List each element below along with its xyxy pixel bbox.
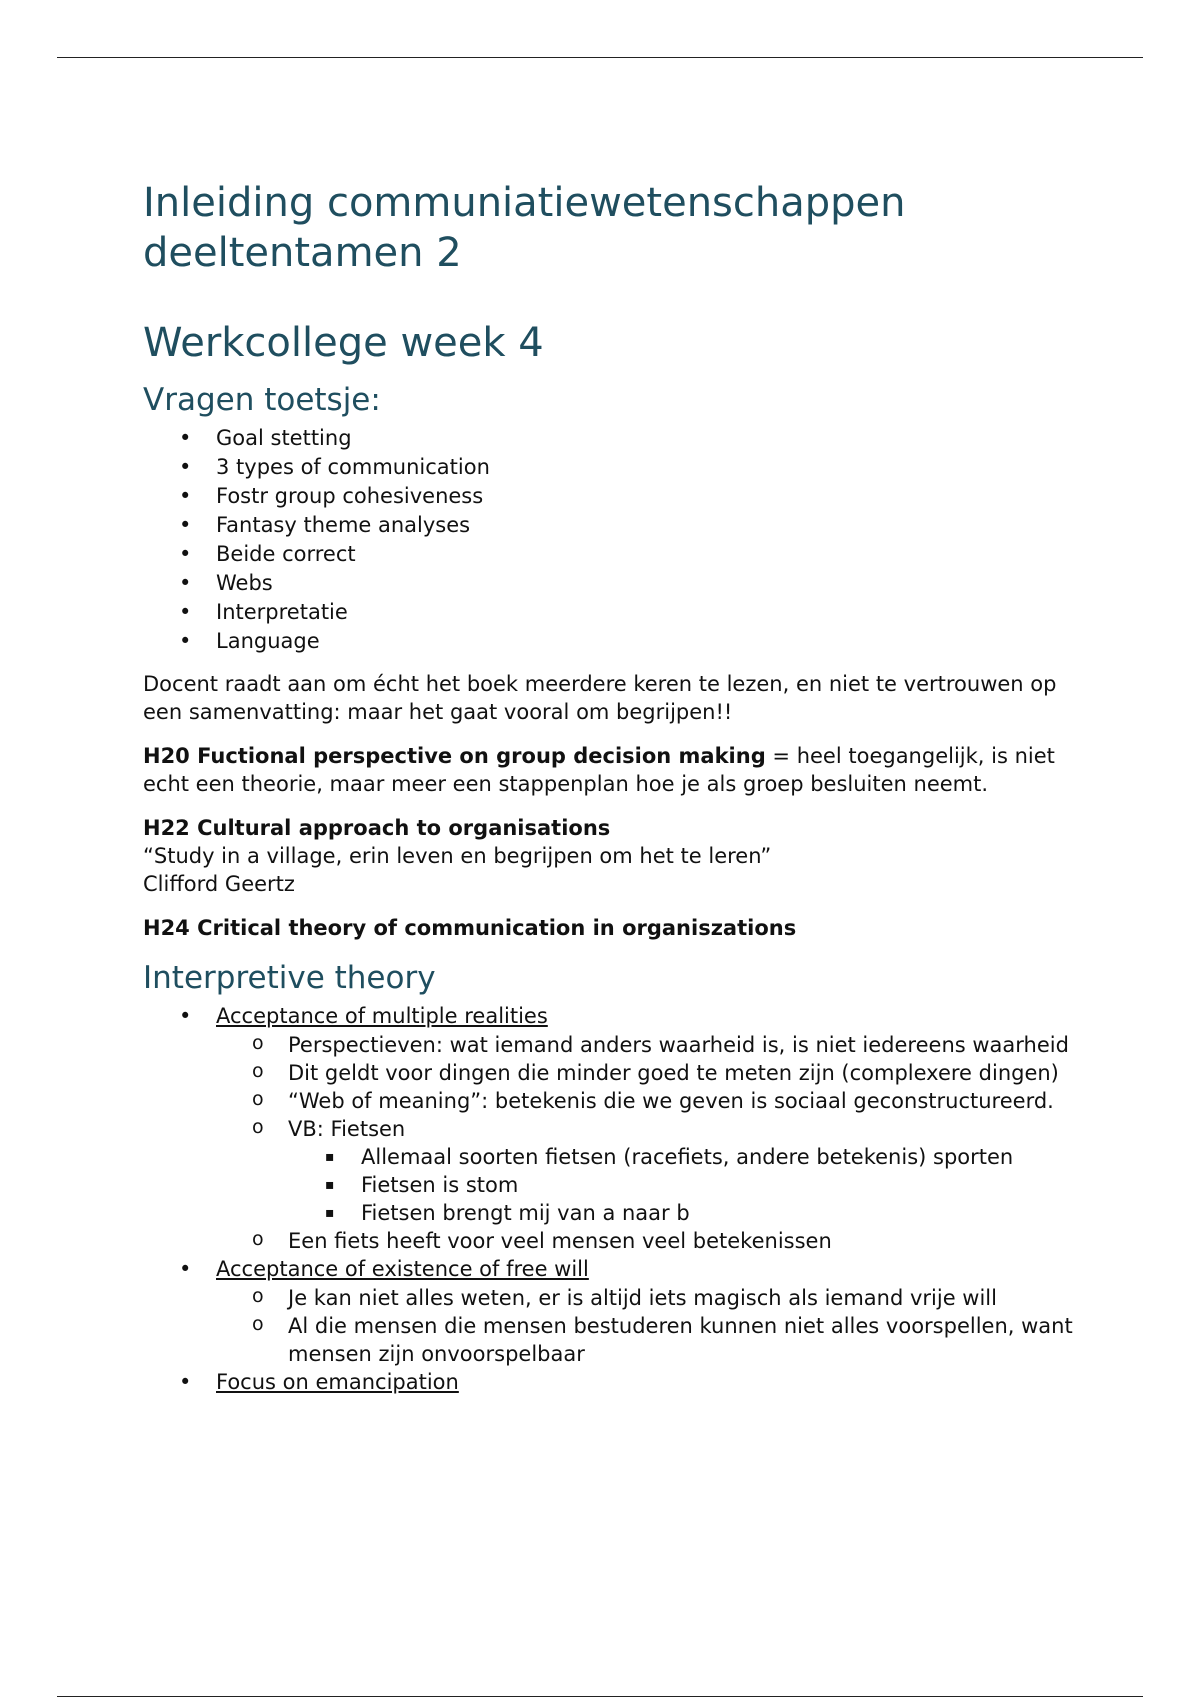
list-item: • Interpretatie (143, 598, 1073, 627)
sub-list-item: o VB: Fietsen (143, 1115, 1073, 1143)
list-item: • Webs (143, 569, 1073, 598)
item-label: Acceptance of multiple realities (216, 1004, 548, 1028)
sub-list-item: o Een fiets heeft voor veel mensen veel betekenissen (143, 1227, 1073, 1255)
interpretive-heading: Interpretive theory (143, 960, 436, 996)
list-item: • Fostr group cohesiveness (143, 482, 1073, 511)
sub-list-item: o Al die mensen die mensen bestuderen kunnen niet alles voorspellen, want mensen zijn onvoorspelbaar (143, 1312, 1073, 1368)
quiz-list (143, 424, 1073, 656)
sub-list-item: o Je kan niet alles weten, er is altijd iets magisch als iemand vrije will (143, 1284, 1073, 1312)
list-item (143, 1368, 1073, 1397)
docent-paragraph: Docent raadt aan om écht het boek meerdere keren te lezen, en niet te vertrouwen op een samenvatting: maar het gaat vooral om begrijpen!! (143, 672, 1057, 724)
list-item (143, 1255, 1073, 1284)
header-rule (57, 57, 1143, 58)
list-item: • Goal stetting (143, 424, 1073, 453)
list-item (143, 1002, 1073, 1031)
h24-heading: H24 Critical theory of communication in organiszations (143, 916, 797, 940)
item-label: Focus on emancipation (216, 1370, 459, 1394)
h22-heading: H22 Cultural approach to organisations (143, 816, 611, 840)
h20-heading: H20 Fuctional perspective on group decision making (143, 744, 766, 768)
document-title (143, 178, 1073, 278)
sub-sub-list-item: ▪ Allemaal soorten fietsen (racefiets, andere betekenis) sporten (143, 1143, 1073, 1171)
item-label: Acceptance of existence of free will (216, 1257, 589, 1281)
footer-rule (57, 1696, 1143, 1697)
title-line-2: deeltentamen 2 (143, 230, 462, 276)
sub-list-item: o Perspectieven: wat iemand anders waarheid is, is niet iedereens waarheid (143, 1031, 1073, 1059)
interpretive-list (143, 1002, 1073, 1397)
list-item: • Language (143, 627, 1073, 656)
quiz-heading: Vragen toetsje: (143, 382, 381, 418)
h20-text: = heel toegangelijk, is niet echt een theorie, maar meer een stappenplan hoe je als groep besluiten neemt. (143, 744, 1055, 796)
h22-quote: “Study in a village, erin leven en begrijpen om het te leren” (143, 844, 772, 868)
sub-sub-list-item: ▪ Fietsen is stom (143, 1171, 1073, 1199)
sub-list-item: o “Web of meaning”: betekenis die we geven is sociaal geconstructureerd. (143, 1087, 1073, 1115)
h22-paragraph (143, 814, 1073, 898)
title-line-1: Inleiding communiatiewetenschappen (143, 180, 906, 226)
h20-paragraph (143, 742, 1073, 798)
h22-author: Clifford Geertz (143, 872, 295, 896)
week-heading: Werkcollege week 4 (143, 320, 544, 366)
list-item: • Fantasy theme analyses (143, 511, 1073, 540)
document-page (143, 178, 1073, 1397)
list-item: • Beide correct (143, 540, 1073, 569)
sub-list-item: o Dit geldt voor dingen die minder goed te meten zijn (complexere dingen) (143, 1059, 1073, 1087)
h24-paragraph (143, 914, 1073, 942)
list-item: • 3 types of communication (143, 453, 1073, 482)
sub-sub-list-item: ▪ Fietsen brengt mij van a naar b (143, 1199, 1073, 1227)
